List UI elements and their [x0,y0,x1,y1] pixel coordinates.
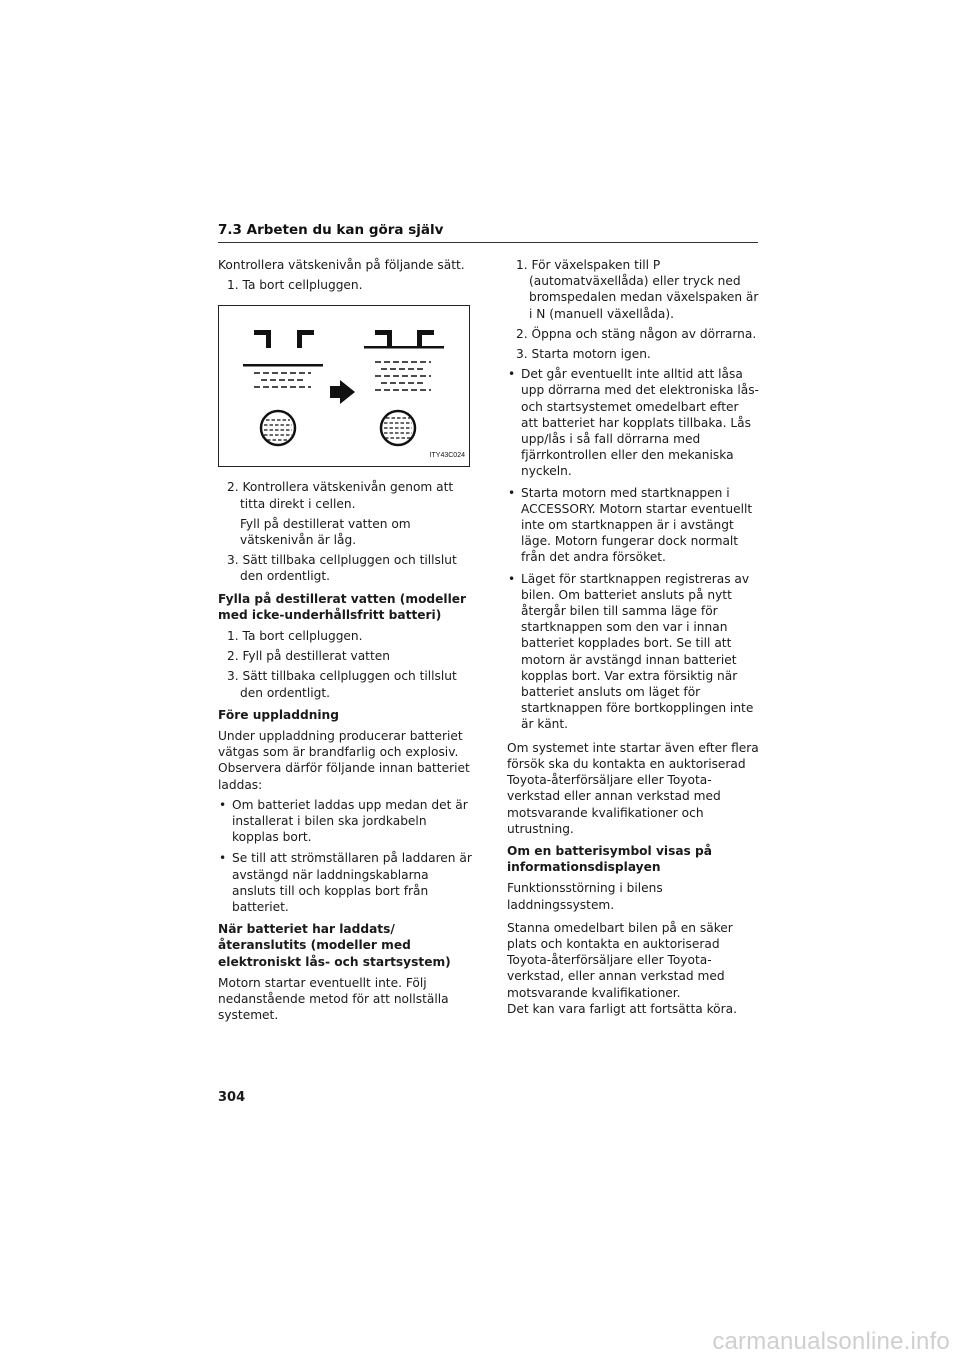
step-number: 3. [227,553,239,568]
heading-fill-water: Fylla på destillerat vatten (modeller med icke-underhållsfritt batteri) [218,591,467,622]
step-text: Sätt tillbaka cellpluggen och tillslut den ordentligt. [240,669,457,700]
battery-symbol-text: Funktionsstörning i bilens laddningssystem. [507,881,663,912]
stop-vehicle-text-1: Stanna omedelbart bilen på en säker plats och kontakta en auktoriserad Toyota-återförsäljare eller Toyota-verkstad, eller annan verkstad med motsvarande kvalifikationer. [507,920,733,1000]
step-number: 1. [227,629,239,644]
step-number: 2. [227,649,239,664]
reset-step-1 [507,257,759,322]
intro-text: Kontrollera vätskenivån på följande sätt. [218,258,465,272]
step-text: Sätt tillbaka cellpluggen och tillslut den ordentligt. [240,553,457,584]
heading-before-charging: Före uppladdning [218,707,339,722]
reset-step-3 [507,346,759,362]
note-bullet-2: • Starta motorn med startknappen i ACCESSORY. Motorn startar eventuellt inte om startknappen är i avstängt läge. Motorn fungerar dock normalt från det andra försöket. [507,485,759,566]
stop-vehicle-text-2: Det kan vara farligt att fortsätta köra. [507,1001,737,1016]
note-bullet-3: • Läget för startknappen registreras av bilen. Om batteriet ansluts på nytt återgår bilen till samma läge för startknappen som den var i innan batteriet kopplades bort. Se till att motorn är avstängd innan batteriet kopplas bort. Var extra försiktig när batteriet ansluts om läget för startknappen före bortkopplingen inte är känt. [507,571,759,733]
heading-after-charging: När batteriet har laddats/återanslutits (modeller med elektroniskt lås- och startsystem) [218,922,451,969]
fill-step-1 [218,628,473,644]
step-text: Fyll på destillerat vatten [242,649,390,664]
before-charging-text: Under uppladdning producerar batteriet vätgas som är brandfarlig och explosiv. Observera därför följande innan batteriet laddas: [218,729,470,792]
step-number: 1. [516,258,528,272]
low-level-cell-icon [243,330,323,445]
check-step-1 [218,277,473,293]
step-text: Öppna och stäng någon av dörrarna. [531,326,757,341]
step-text: För växelspaken till P (automatväxellåda) eller tryck ned bromspedalen medan växelspaken är i N (manuell växellåda). [529,258,759,321]
fluid-level-illustration [219,306,469,466]
check-step-3 [218,552,473,584]
watermark: carmanualsonline.info [712,1328,950,1355]
section-header: 7.3 Arbeten du kan göra själv [218,222,758,243]
fluid-level-figure [218,305,470,467]
step-text: Kontrollera vätskenivån genom att titta direkt i cellen. [240,480,454,511]
step-text: Ta bort cellpluggen. [242,278,363,293]
step-text: Starta motorn igen. [531,347,651,362]
step-text: Ta bort cellpluggen. [242,629,363,644]
arrow-right-icon [330,380,355,404]
fill-step-2 [218,648,473,664]
right-column [507,257,759,1021]
before-bullet-1: • Om batteriet laddas upp medan det är installerat i bilen ska jordkabeln kopplas bort. [218,797,473,846]
figure-code: ITY43C024 [429,452,465,460]
left-column [218,257,473,1028]
reset-step-2 [507,326,759,342]
check-step-2-continued: Fyll på destillerat vatten om vätskenivån är låg. [240,516,411,548]
step-number: 2. [516,326,528,341]
heading-battery-symbol: Om en batterisymbol visas på informationsdisplayen [507,843,713,875]
system-fail-text: Om systemet inte startar även efter flera försök ska du kontakta en auktoriserad Toyota-återförsäljare eller Toyota-verkstad eller annan verkstad med motsvarande kvalifikationer och utrustning. [507,740,759,836]
check-step-2 [218,479,473,511]
step-number: 3. [227,669,239,684]
full-level-cell-icon [364,330,444,445]
stop-vehicle-text [507,920,759,1017]
step-number: 1. [227,278,239,293]
before-bullet-2: • Se till att strömställaren på laddaren är avstängd när laddningskablarna ansluts till och kopplas bort från batteriet. [218,850,473,915]
note-bullet-1: • Det går eventuellt inte alltid att låsa upp dörrarna med det elektroniska lås- och startsystemet omedelbart efter att batteriet har kopplats tillbaka. Lås upp/lås i så fall dörrarna med fjärrkontrollen eller den mekaniska nyckeln. [507,366,759,479]
step-number: 2. [227,480,239,495]
after-charging-text: Motorn startar eventuellt inte. Följ nedanstående metod för att nollställa systemet. [218,975,449,1023]
page-number: 304 [218,1090,246,1105]
fill-step-3 [218,668,473,700]
step-number: 3. [516,347,528,362]
